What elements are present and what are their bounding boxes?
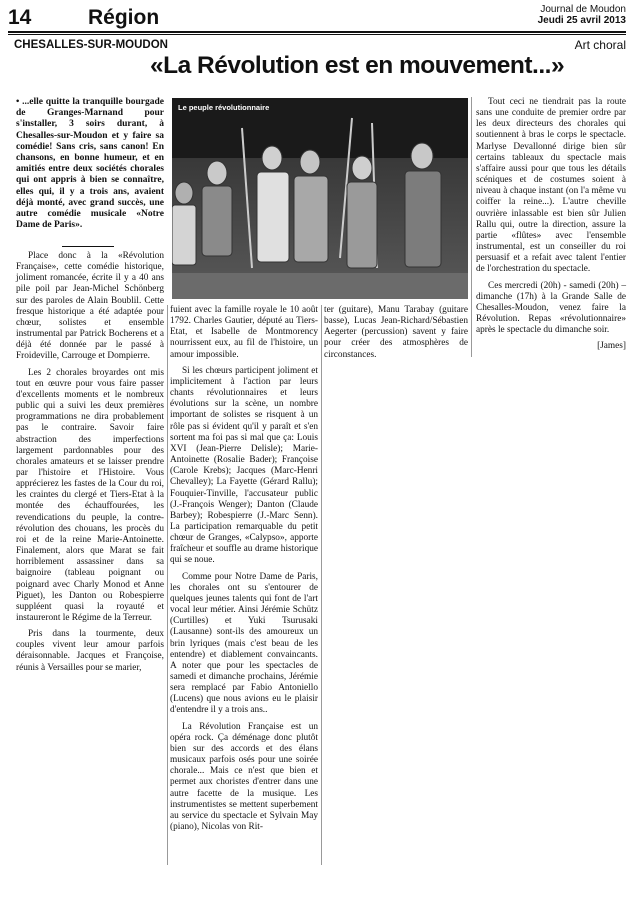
article-locality: CHESALLES-SUR-MOUDON [14,39,168,51]
photo-caption: Le peuple révolutionnaire [178,103,270,112]
paragraph: ter (guitare), Manu Tarabay (guitare basse), Lucas Jean-Richard/Sébastien Aegerter (percussion) savent y faire pour créer des atmosphères de circonstances. [324,305,468,360]
article-rubric: Art choral [574,38,626,52]
masthead [538,5,626,26]
author-signature: [James] [597,341,626,352]
issue-date: Jeudi 25 avril 2013 [537,14,626,26]
column-separator [321,305,322,865]
paragraph: fuient avec la famille royale le 10 août 1792. Charles Gautier, député au Tiers-Etat, et Isabelle de Montmorency nourrissent eux, au fil de l'histoire, un amour impossible. [170,305,318,360]
article-photo [172,98,468,299]
paragraph: Place donc à la «Révolution Française», cette comédie historique, joliment romancée, écrite il y a 40 ans pile poil par Jean-Michel Schönberg sur des paroles de Alain Boublil. Cette fresque historique a été adaptée pour chœur, solistes et ensemble instrumental par Patrick Bocherens et a déjà été donnée par le passé à Froideville, Carrouge et Dompierre. [16,251,164,362]
page-number: 14 [8,6,32,29]
section-title: Région [88,6,160,29]
article-column-1 [16,251,164,679]
header-rule [8,31,626,33]
intro-divider [62,246,114,247]
column-separator [167,305,168,865]
paragraph: Tout ceci ne tiendrait pas la route sans une conduite de premier ordre par les deux directeurs des chorales qui soutiennent à bras le corps le spectacle. Marlyse Devallonné dirige bien sûr certains tableaux du spectacle mais s'affaire aussi pour que tous les détails scéniques et de costumes soient à niveau à chaque instant (on l'a même vu coiffer la reine...). L'autre cheville ouvrière inlassable est bien sûr Julien Rallu qui, outre la direction, assure la partie «flûtes» avec l'ensemble instrumental, est un conseiller du roi persuasif et a refait avec talent l'entier de l'orchestration du spectacle. [476,97,626,275]
paragraph: Si les chœurs participent joliment et implicitement à l'action par leurs chants révolutionnaires et leurs évolutions sur la scène, un nombre important de solistes se risquent à un rôle pas si évident qu'il y paraît et s'en sortent ma foi pas si mal que ça: Louis XVI (Jean-Pierre Delisle); Marie-Antoinette (Rosalie Bader); Françoise (Carole Krebs); Jacques (Marc-Henri Chevalley); La Fayette (Gérard Rallu); Fouquier-Tinville, l'accusateur public (J.-François Wenger); Danton (Claude Barbey); Robespierre (J.-Marc Senn). La participation remarquable du petit chœur de Granges, «Calypso», apporte fraîcheur et souffle au drame historique qui se noue. [170,365,318,566]
newspaper-name: Journal de Moudon [540,4,626,15]
paragraph: Ces mercredi (20h) - samedi (20h) – dimanche (17h) à la Grande Salle de Chesalles-Moudon, venez faire la Révolution. Repas «révolutionnaire» après le spectacle du dimanche soir. [476,280,626,336]
paragraph: Comme pour Notre Dame de Paris, les chorales ont su s'entourer de quelques jeunes talents qui font de l'art vocal leur métier. Ainsi Jérémie Schütz (Curtilles) et Yuki Tsurusaki (Lausanne) sont-ils des amoureux un brin lyriques (mais c'est beau de les entendre) et diablement convaincants. A noter que pour les spectacles de samedi et dimanche prochains, Jérémie sera remplacé par Fabio Antoniello (Lucens) que nous avions eu le plaisir d'entendre il y a trois ans.. [170,571,318,716]
article-column-2 [170,305,318,838]
paragraph: La Révolution Française est un opéra rock. Ça déménage donc plutôt bien sur des accords et des élans musicaux parfois osés pour une soirée chorale... Mais ce n'est que bien et permet aux choristes d'entrer dans une autre facette de la musique. Les instrumentistes se mettent superbement au service du spectacle et Sylvain May (piano), Nicolas von Rit- [170,721,318,833]
stage-photo-illustration [172,98,468,299]
article-column-3 [324,305,468,366]
header-rule-thin [8,34,626,35]
paragraph: Les 2 chorales broyardes ont mis tout en œuvre pour vous faire passer d'excellents moments et le nombreux public qui a suivi les deux premières programmations ne dira probablement pas le contraire. Savoir faire abstraction des imperfections largement pardonnables pour des chorales amateurs et se laisser prendre par l'histoire et l'Histoire. Vous apprécierez les fastes de la Cour du roi, les craintes du clergé et Tiers-Etat à la montée des échauffourées, les revendications du peuple, la contre-révolution des chouans, les procès du roi et de la reine Marie-Antoinette. Finalement, alors que Marat se fait horriblement assassiner dans sa baignoire (tableau poignant ou poignard avec Charly Monod et Anne Piguet), les Danton ou Robespierre suppléent quasi la royauté et instaureront le Régime de la Terreur. [16,367,164,623]
paragraph: Pris dans la tourmente, deux couples vivent leur amour parfois déraisonnable. Jacques et Françoise, réunis à Versailles pour se marier, [16,629,164,673]
article-intro: • ...elle quitte la tranquille bourgade de Granges-Marnand pour s'installer, 3 soirs durant, à Chesalles-sur-Moudon et y faire sa comédie! Sans cris, sans canon! En chansons, en bonne humeur, et en amitiés entre deux sociétés chorales qui ont appris à bien se connaître, elles qui, il y a trois ans, avaient déjà monté, avec grand succès, une autre comédie musicale «Notre Dame de Paris». [16,97,164,231]
article-headline: «La Révolution est en mouvement...» [150,52,565,79]
article-column-4 [476,97,626,357]
column-separator [471,97,472,357]
